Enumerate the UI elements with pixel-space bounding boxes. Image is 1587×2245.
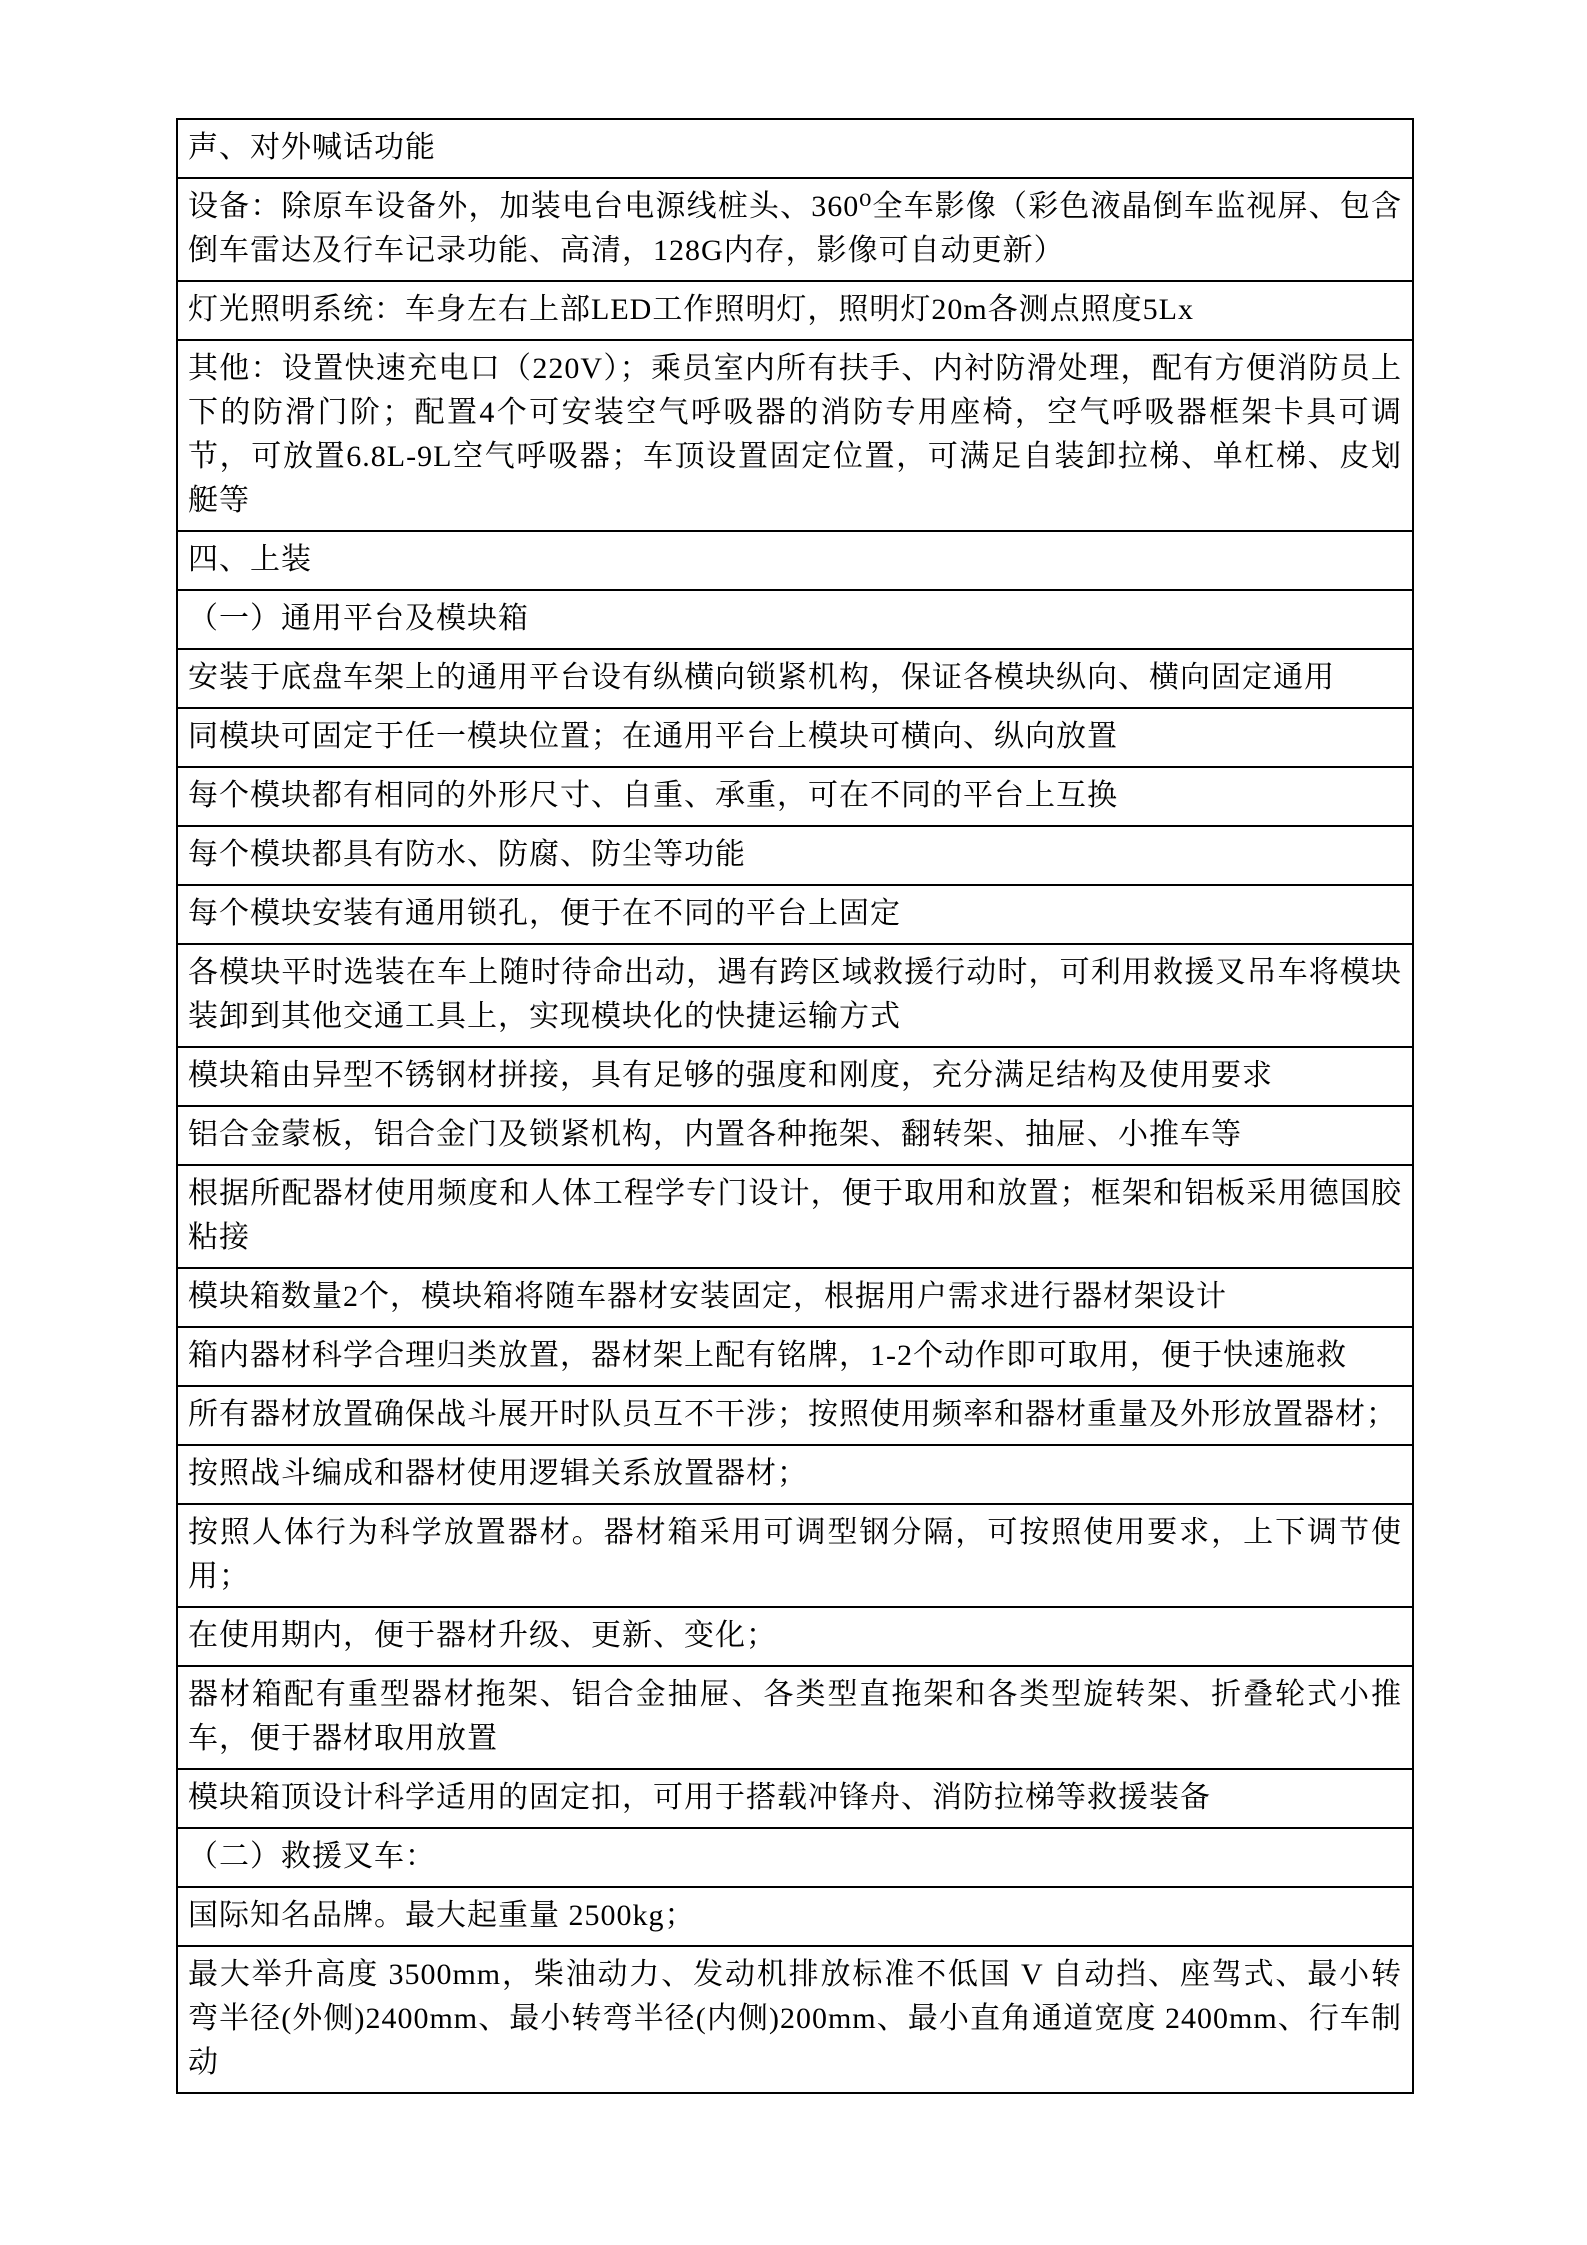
spec-text: 模块箱数量2个，模块箱将随车器材安装固定，根据用户需求进行器材架设计 bbox=[177, 1268, 1413, 1327]
table-row bbox=[177, 649, 1413, 708]
spec-text: 最大举升高度 3500mm，柴油动力、发动机排放标准不低国 V 自动挡、座驾式、最小转弯半径(外侧)2400mm、最小转弯半径(内侧)200mm、最小直角通道宽度 2400mm、行车制动 bbox=[177, 1946, 1413, 2093]
spec-text: 四、上装 bbox=[177, 531, 1413, 590]
spec-text: （一）通用平台及模块箱 bbox=[177, 590, 1413, 649]
spec-text: 按照战斗编成和器材使用逻辑关系放置器材； bbox=[177, 1445, 1413, 1504]
spec-table bbox=[176, 118, 1414, 2094]
table-row bbox=[177, 1268, 1413, 1327]
table-row bbox=[177, 1106, 1413, 1165]
spec-text: 按照人体行为科学放置器材。器材箱采用可调型钢分隔，可按照使用要求，上下调节使用； bbox=[177, 1504, 1413, 1607]
table-row bbox=[177, 119, 1413, 178]
table-row bbox=[177, 944, 1413, 1047]
spec-text: 铝合金蒙板，铝合金门及锁紧机构，内置各种拖架、翻转架、抽屉、小推车等 bbox=[177, 1106, 1413, 1165]
table-row bbox=[177, 340, 1413, 531]
table-row bbox=[177, 708, 1413, 767]
spec-text: 箱内器材科学合理归类放置，器材架上配有铭牌，1-2个动作即可取用，便于快速施救 bbox=[177, 1327, 1413, 1386]
spec-text: 声、对外喊话功能 bbox=[177, 119, 1413, 178]
spec-text: 设备：除原车设备外，加装电台电源线桩头、360⁰全车影像（彩色液晶倒车监视屏、包含倒车雷达及行车记录功能、高清，128G内存，影像可自动更新） bbox=[177, 178, 1413, 281]
table-row bbox=[177, 1445, 1413, 1504]
spec-text: 灯光照明系统：车身左右上部LED工作照明灯，照明灯20m各测点照度5Lx bbox=[177, 281, 1413, 340]
spec-text: 各模块平时选装在车上随时待命出动，遇有跨区域救援行动时，可利用救援叉吊车将模块装卸到其他交通工具上，实现模块化的快捷运输方式 bbox=[177, 944, 1413, 1047]
spec-text: 器材箱配有重型器材拖架、铝合金抽屉、各类型直拖架和各类型旋转架、折叠轮式小推车，便于器材取用放置 bbox=[177, 1666, 1413, 1769]
table-row bbox=[177, 531, 1413, 590]
spec-text: 同模块可固定于任一模块位置；在通用平台上模块可横向、纵向放置 bbox=[177, 708, 1413, 767]
table-row bbox=[177, 1769, 1413, 1828]
table-row bbox=[177, 1386, 1413, 1445]
table-row bbox=[177, 1828, 1413, 1887]
table-row bbox=[177, 826, 1413, 885]
spec-text: 每个模块都具有防水、防腐、防尘等功能 bbox=[177, 826, 1413, 885]
table-row bbox=[177, 1165, 1413, 1268]
table-row bbox=[177, 178, 1413, 281]
spec-text: 模块箱由异型不锈钢材拼接，具有足够的强度和刚度，充分满足结构及使用要求 bbox=[177, 1047, 1413, 1106]
spec-text: （二）救援叉车： bbox=[177, 1828, 1413, 1887]
table-row bbox=[177, 885, 1413, 944]
spec-text: 每个模块都有相同的外形尺寸、自重、承重，可在不同的平台上互换 bbox=[177, 767, 1413, 826]
spec-table-body bbox=[177, 119, 1413, 2093]
table-row bbox=[177, 1607, 1413, 1666]
spec-text: 国际知名品牌。最大起重量 2500kg； bbox=[177, 1887, 1413, 1946]
table-row bbox=[177, 1504, 1413, 1607]
table-row bbox=[177, 590, 1413, 649]
table-row bbox=[177, 1666, 1413, 1769]
spec-text: 每个模块安装有通用锁孔，便于在不同的平台上固定 bbox=[177, 885, 1413, 944]
spec-text: 所有器材放置确保战斗展开时队员互不干涉；按照使用频率和器材重量及外形放置器材； bbox=[177, 1386, 1413, 1445]
table-row bbox=[177, 1327, 1413, 1386]
table-row bbox=[177, 767, 1413, 826]
spec-text: 在使用期内，便于器材升级、更新、变化； bbox=[177, 1607, 1413, 1666]
table-row bbox=[177, 1946, 1413, 2093]
spec-text: 模块箱顶设计科学适用的固定扣，可用于搭载冲锋舟、消防拉梯等救援装备 bbox=[177, 1769, 1413, 1828]
spec-text: 安装于底盘车架上的通用平台设有纵横向锁紧机构，保证各模块纵向、横向固定通用 bbox=[177, 649, 1413, 708]
table-row bbox=[177, 281, 1413, 340]
table-row bbox=[177, 1887, 1413, 1946]
spec-text: 根据所配器材使用频度和人体工程学专门设计，便于取用和放置；框架和铝板采用德国胶粘接 bbox=[177, 1165, 1413, 1268]
table-row bbox=[177, 1047, 1413, 1106]
spec-text: 其他：设置快速充电口（220V）；乘员室内所有扶手、内衬防滑处理，配有方便消防员上下的防滑门阶；配置4个可安装空气呼吸器的消防专用座椅，空气呼吸器框架卡具可调节，可放置6.8L-9L空气呼吸器；车顶设置固定位置，可满足自装卸拉梯、单杠梯、皮划艇等 bbox=[177, 340, 1413, 531]
